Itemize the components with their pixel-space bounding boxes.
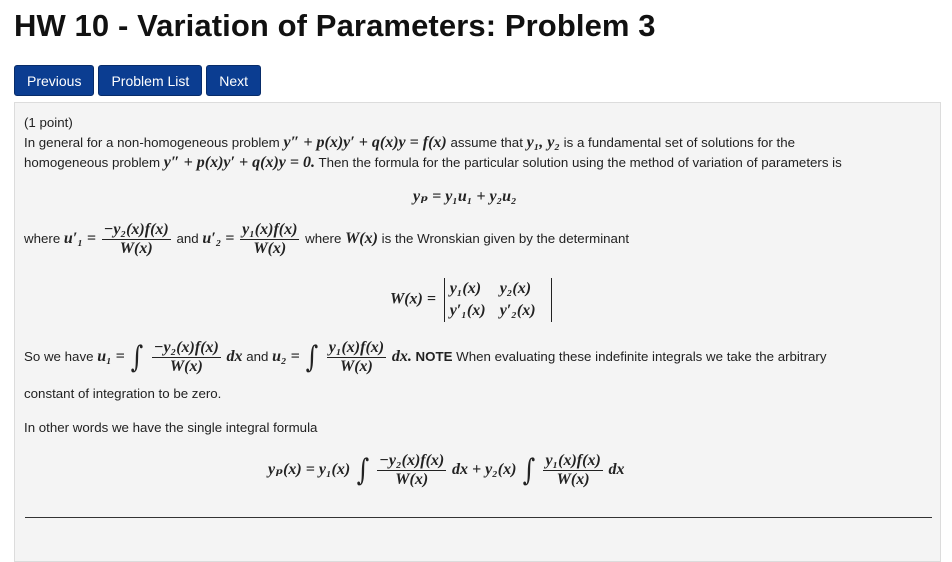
final-second-numerator: y₁(x)f(x) <box>545 452 601 469</box>
u2-prime-numerator: y₁(x)f(x) <box>242 221 298 238</box>
note-continuation: constant of integration to be zero. <box>24 386 222 401</box>
and-label: and <box>176 231 199 247</box>
determinant-matrix <box>444 278 552 322</box>
homogeneous-equation: y″ + p(x)y′ + q(x)y = 0. <box>163 154 316 171</box>
u1-lhs: u₁ = <box>97 348 125 366</box>
section-divider <box>25 517 932 518</box>
and-label-2: and <box>246 349 269 365</box>
intro-text-c: is a fundamental set of solutions for the <box>563 135 796 150</box>
u2-prime-lhs: u′₂ = <box>202 230 235 248</box>
single-integral-formula <box>268 452 624 489</box>
u1-prime-lhs: u′₁ = <box>63 230 97 248</box>
final-second-integrand <box>543 452 602 489</box>
so-we-have-label: So we have <box>24 349 94 365</box>
other-words-text: In other words we have the single integral formula <box>24 420 318 435</box>
intro-text-a: In general for a non-homogeneous problem <box>24 135 280 150</box>
fundamental-set: y₁, y₂ <box>526 134 560 151</box>
final-middle: dx + y₂(x) <box>451 461 517 479</box>
u2-lhs: u₂ = <box>272 348 300 366</box>
final-second-denominator: W(x) <box>556 471 590 488</box>
note-label: NOTE <box>415 349 453 365</box>
u2-integrand-numerator: y₁(x)f(x) <box>328 339 385 356</box>
problem-body <box>14 102 941 562</box>
final-lhs: yₚ(x) = y₁(x) <box>268 461 351 479</box>
intro-line-2 <box>24 155 842 171</box>
intro-line-1 <box>24 135 795 151</box>
final-first-numerator: −y₂(x)f(x) <box>379 452 445 469</box>
u1-prime-denominator: W(x) <box>119 240 153 257</box>
wronskian-text: is the Wronskian given by the determinant <box>381 231 630 247</box>
integral-sign-icon: ∫ <box>356 452 369 488</box>
intro-text-b: assume that <box>450 135 523 150</box>
determinant-row-1 <box>450 278 546 300</box>
final-first-denominator: W(x) <box>395 471 429 488</box>
u2-integrand-denominator: W(x) <box>340 358 373 375</box>
derivative-formulas <box>24 221 629 258</box>
problem-nav <box>14 65 261 96</box>
integral-sign-icon: ∫ <box>131 339 144 375</box>
where-label: where <box>24 231 61 247</box>
points-label: (1 point) <box>24 115 73 130</box>
u1-prime-fraction <box>102 221 171 258</box>
final-dx: dx <box>608 461 625 479</box>
next-button[interactable]: Next <box>206 65 261 96</box>
page-title: HW 10 - Variation of Parameters: Problem 3 <box>14 8 656 43</box>
u2-prime-denominator: W(x) <box>253 240 287 257</box>
previous-button[interactable]: Previous <box>14 65 94 96</box>
particular-solution-formula: yₚ = y₁u₁ + y₂u₂ <box>413 188 517 205</box>
det-cell-r2c1: y′₁(x) <box>449 302 486 319</box>
u1-integrand <box>152 339 221 376</box>
det-cell-r2c2: y′₂(x) <box>499 302 536 319</box>
wronskian-lhs: W(x) = <box>390 290 436 308</box>
integral-formulas <box>24 339 826 376</box>
u1-prime-numerator: −y₂(x)f(x) <box>103 221 169 238</box>
note-text: When evaluating these indefinite integrals we take the arbitrary <box>456 349 827 365</box>
final-first-integrand <box>377 452 446 489</box>
determinant-row-2 <box>450 300 546 322</box>
wronskian-determinant <box>390 278 552 322</box>
u2-prime-fraction <box>240 221 299 258</box>
u2-integrand <box>327 339 386 376</box>
u1-integrand-denominator: W(x) <box>169 358 203 375</box>
u1-dx: dx <box>226 348 243 366</box>
det-cell-r1c1: y₁(x) <box>449 280 482 297</box>
integral-sign-icon: ∫ <box>306 339 319 375</box>
wronskian-symbol: W(x) <box>345 230 378 248</box>
ode-equation: y″ + p(x)y′ + q(x)y = f(x) <box>283 134 447 151</box>
det-cell-r1c2: y₂(x) <box>499 280 532 297</box>
where-label-2: where <box>305 231 342 247</box>
u2-dx: dx. <box>391 348 412 366</box>
integral-sign-icon: ∫ <box>522 452 536 488</box>
problem-list-button[interactable]: Problem List <box>98 65 202 96</box>
u1-integrand-numerator: −y₂(x)f(x) <box>153 339 219 356</box>
intro-text-d: homogeneous problem <box>24 155 161 170</box>
intro-text-e: Then the formula for the particular solution using the method of variation of parameters is <box>318 155 842 170</box>
